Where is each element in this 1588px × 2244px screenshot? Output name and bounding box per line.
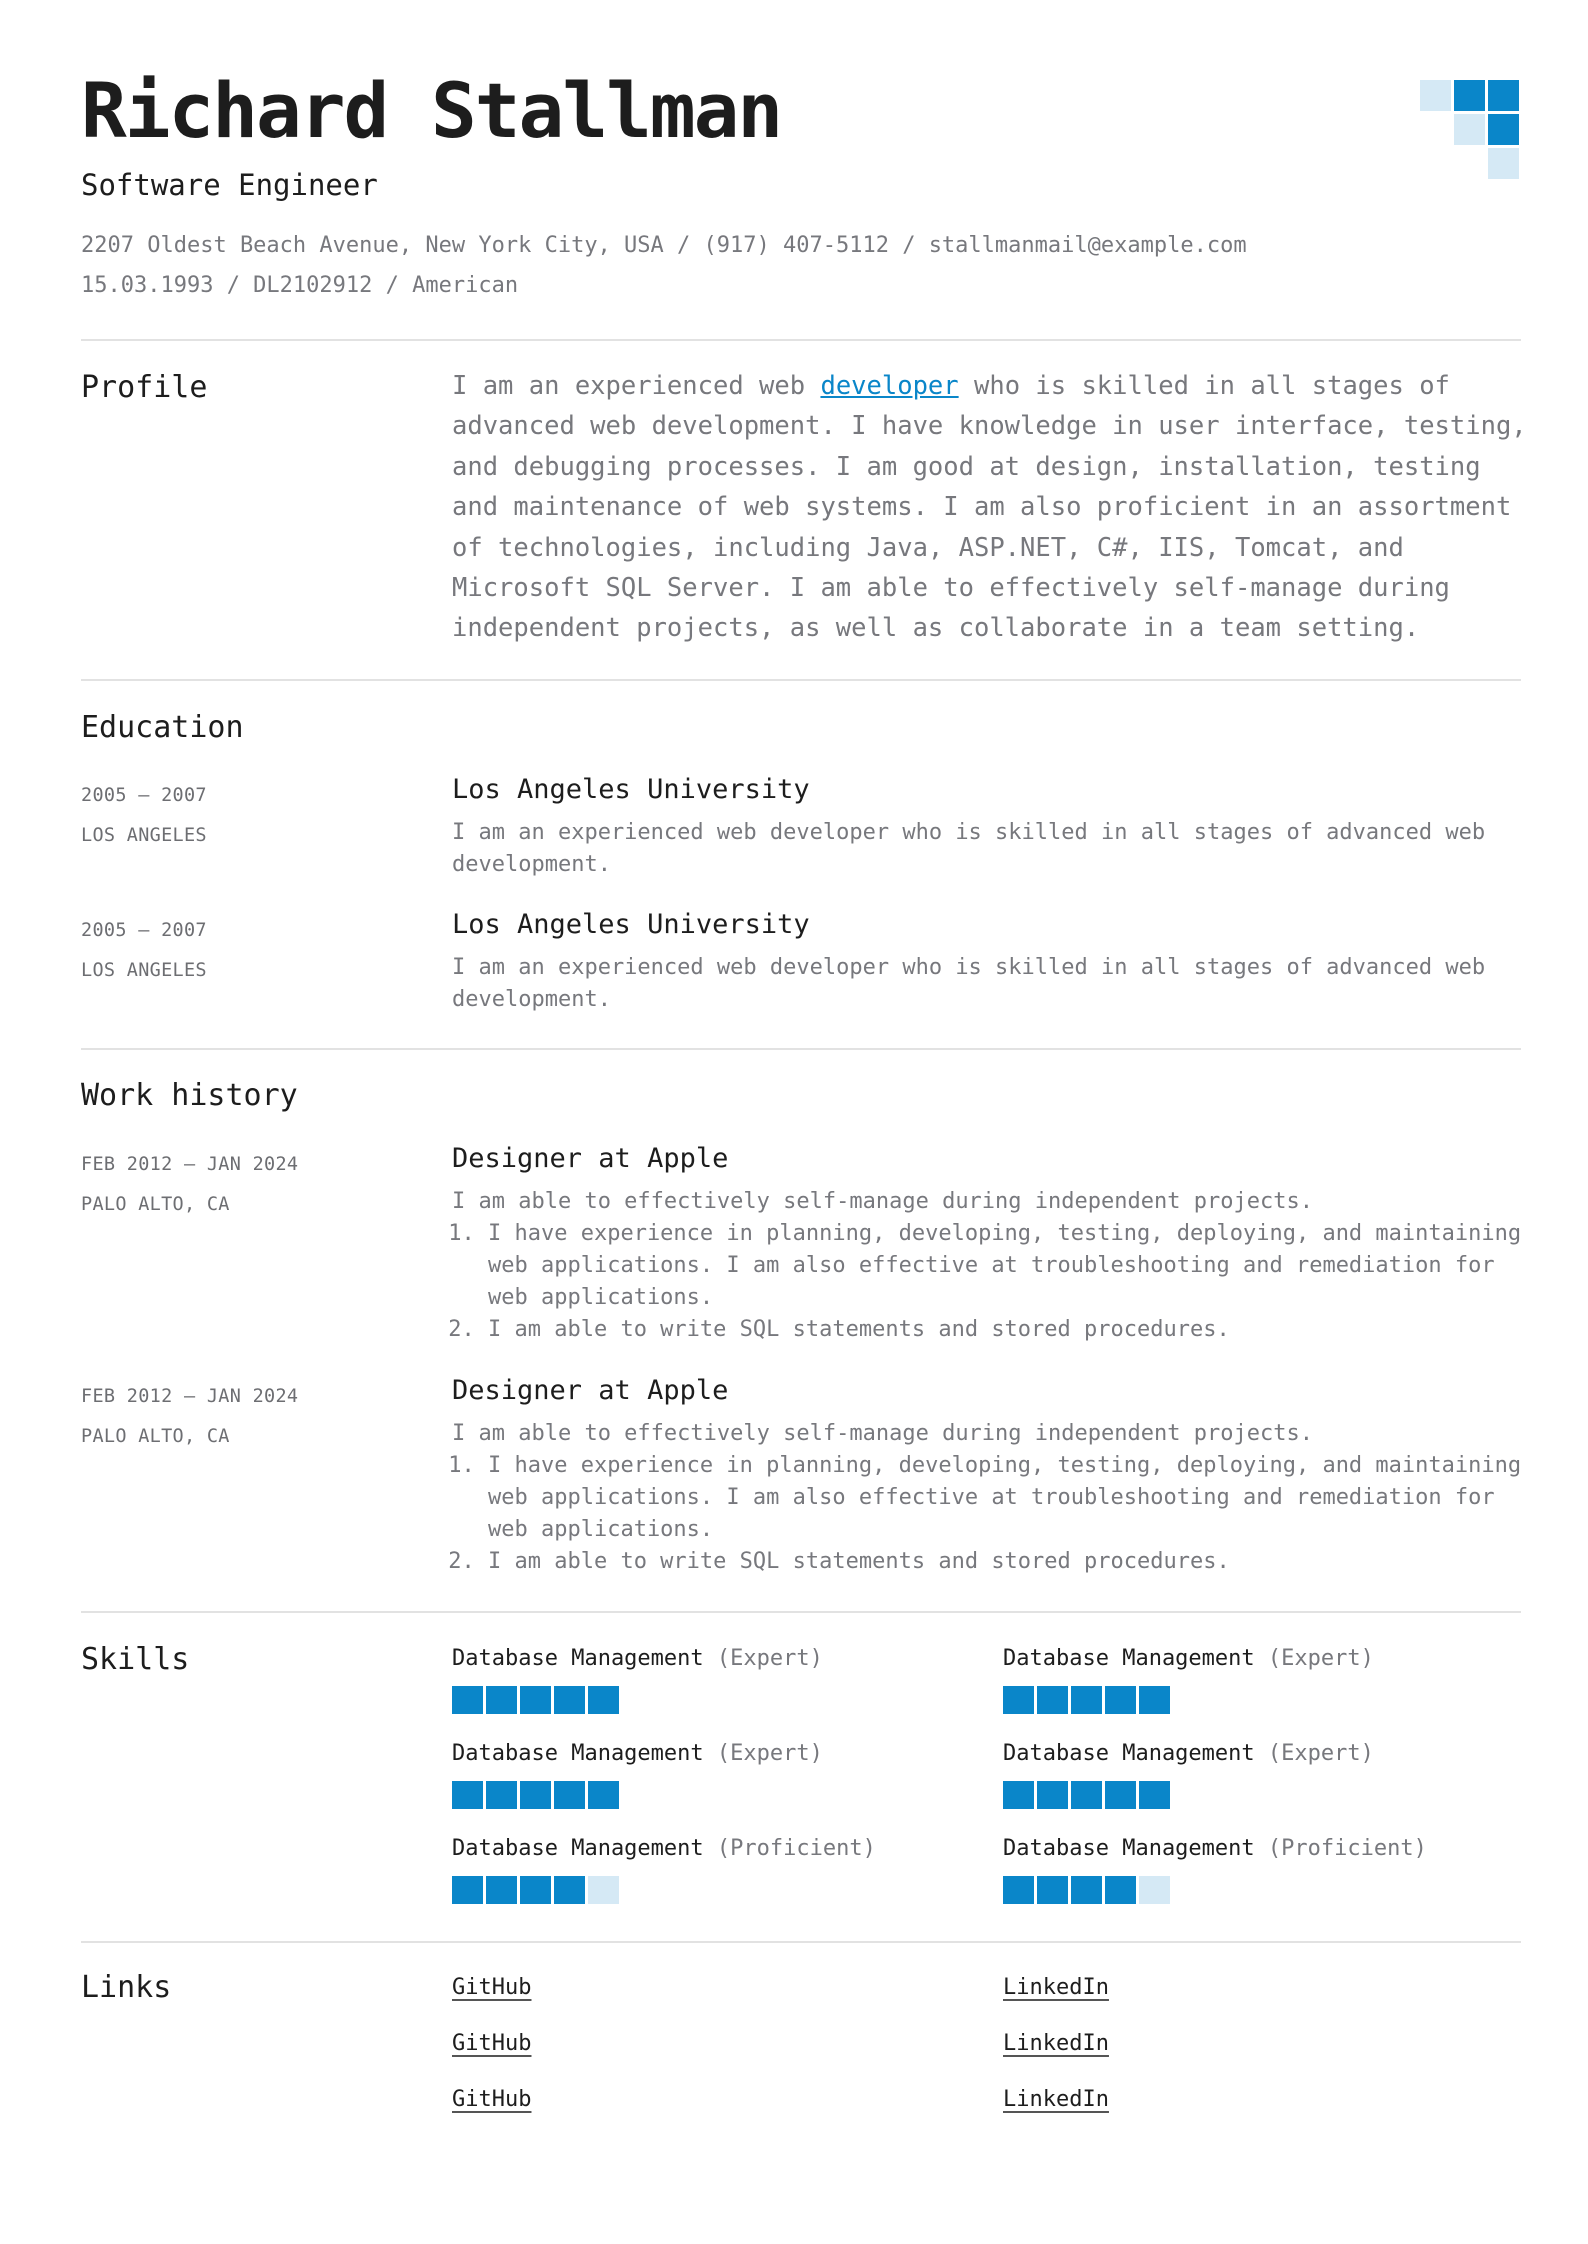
logo-square: [1420, 80, 1451, 111]
work-description: I am able to effectively self-manage during independent projects. 1. I have experience in planning, developing, testing, deploying, and maintaining web applications. I am also effective at troubleshooting and remediation for web applications. 2. I am able to write SQL statements and stored procedures.: [452, 1186, 1522, 1346]
rating-block: [486, 1876, 517, 1904]
linkedin-link[interactable]: LinkedIn: [1003, 2087, 1109, 2112]
rating-block: [588, 1781, 619, 1809]
work-bullet: 2. I am able to write SQL statements and stored procedures.: [488, 1546, 1522, 1578]
github-link[interactable]: GitHub: [452, 2087, 532, 2112]
rating-block: [1003, 1876, 1034, 1904]
divider: [81, 1611, 1521, 1613]
rating-block: [1071, 1781, 1102, 1809]
rating-block: [452, 1781, 483, 1809]
skill-name: Database Management: [452, 1836, 704, 1861]
work-location: PALO ALTO, CA: [81, 1426, 230, 1447]
skill-rating-bar: [452, 1781, 619, 1809]
divider: [81, 1941, 1521, 1943]
education-dates: 2005 – 2007: [81, 920, 207, 941]
github-link[interactable]: GitHub: [452, 1975, 532, 2000]
rating-block: [554, 1686, 585, 1714]
rating-block: [554, 1876, 585, 1904]
rating-block: [1003, 1686, 1034, 1714]
candidate-name: Richard Stallman: [81, 66, 782, 155]
rating-block: [520, 1876, 551, 1904]
skill-rating-bar: [452, 1876, 619, 1904]
skill-rating-bar: [1003, 1876, 1170, 1904]
section-heading-education: Education: [81, 710, 244, 745]
work-dates: FEB 2012 – JAN 2024: [81, 1386, 299, 1407]
rating-block: [554, 1781, 585, 1809]
skill-level: (Proficient): [1267, 1836, 1427, 1861]
skill-level: (Expert): [716, 1646, 823, 1671]
education-dates: 2005 – 2007: [81, 785, 207, 806]
education-description: I am an experienced web developer who is skilled in all stages of advanced web development.: [452, 820, 1486, 877]
rating-block: [588, 1876, 619, 1904]
skill-label: [1003, 1646, 1374, 1671]
rating-block: [1003, 1781, 1034, 1809]
linkedin-link[interactable]: LinkedIn: [1003, 2031, 1109, 2056]
github-link[interactable]: GitHub: [452, 2031, 532, 2056]
skill-name: Database Management: [452, 1741, 704, 1766]
rating-block: [1071, 1686, 1102, 1714]
skill-rating-bar: [1003, 1781, 1170, 1809]
work-bullet: 1. I have experience in planning, developing, testing, deploying, and maintaining web applications. I am also effective at troubleshooting and remediation for web applications.: [488, 1218, 1522, 1314]
work-location: PALO ALTO, CA: [81, 1194, 230, 1215]
school-name: Los Angeles University: [452, 909, 810, 940]
rating-block: [520, 1781, 551, 1809]
skill-level: (Proficient): [716, 1836, 876, 1861]
skill-name: Database Management: [1003, 1836, 1255, 1861]
work-description: I am able to effectively self-manage during independent projects. 1. I have experience in planning, developing, testing, deploying, and maintaining web applications. I am also effective at troubleshooting and remediation for web applications. 2. I am able to write SQL statements and stored procedures.: [452, 1418, 1522, 1578]
skill-label: [452, 1646, 823, 1671]
linkedin-link[interactable]: LinkedIn: [1003, 1975, 1109, 2000]
skill-label: [1003, 1836, 1427, 1861]
logo-square: [1488, 148, 1519, 179]
work-bullet: 2. I am able to write SQL statements and stored procedures.: [488, 1314, 1522, 1346]
skill-name: Database Management: [1003, 1646, 1255, 1671]
rating-block: [520, 1686, 551, 1714]
logo-square: [1454, 114, 1485, 145]
contact-info: 2207 Oldest Beach Avenue, New York City, USA / (917) 407-5112 / stallmanmail@example.com: [81, 233, 1247, 258]
rating-block: [1139, 1876, 1170, 1904]
education-description: I am an experienced web developer who is skilled in all stages of advanced web development.: [452, 955, 1486, 1012]
skill-name: Database Management: [452, 1646, 704, 1671]
section-heading-work: Work history: [81, 1078, 298, 1113]
rating-block: [1105, 1686, 1136, 1714]
skill-level: (Expert): [716, 1741, 823, 1766]
skill-label: [452, 1836, 876, 1861]
profile-summary: I am an experienced web developer who is skilled in all stages of advanced web development. I have knowledge in user interface, testing, and debugging processes. I am good at design, installation, testing and maintenance of web systems. I am also proficient in an assortment of technologies, including Java, ASP.NET, C#, IIS, Tomcat, and Microsoft SQL Server. I am able to effectively self-manage during independent projects, as well as collaborate in a team setting.: [452, 371, 1527, 644]
rating-block: [1037, 1876, 1068, 1904]
rating-block: [1037, 1781, 1068, 1809]
work-role: Designer at Apple: [452, 1143, 729, 1174]
education-location: LOS ANGELES: [81, 960, 207, 981]
rating-block: [1105, 1781, 1136, 1809]
logo-square: [1488, 114, 1519, 145]
logo-squares-icon: [1420, 80, 1520, 180]
rating-block: [452, 1876, 483, 1904]
skill-label: [452, 1741, 823, 1766]
divider: [81, 679, 1521, 681]
rating-block: [486, 1686, 517, 1714]
section-heading-links: Links: [81, 1970, 172, 2005]
logo-square: [1488, 80, 1519, 111]
section-heading-profile: Profile: [81, 370, 208, 405]
school-name: Los Angeles University: [452, 774, 810, 805]
work-role: Designer at Apple: [452, 1375, 729, 1406]
rating-block: [452, 1686, 483, 1714]
divider: [81, 1048, 1521, 1050]
skill-name: Database Management: [1003, 1741, 1255, 1766]
skill-rating-bar: [452, 1686, 619, 1714]
personal-info: 15.03.1993 / DL2102912 / American: [81, 273, 519, 298]
rating-block: [1071, 1876, 1102, 1904]
job-title: Software Engineer: [81, 168, 378, 202]
rating-block: [588, 1686, 619, 1714]
rating-block: [1037, 1686, 1068, 1714]
divider: [81, 339, 1521, 341]
rating-block: [1139, 1686, 1170, 1714]
skill-level: (Expert): [1267, 1646, 1374, 1671]
education-location: LOS ANGELES: [81, 825, 207, 846]
section-heading-skills: Skills: [81, 1642, 190, 1677]
rating-block: [486, 1781, 517, 1809]
work-dates: FEB 2012 – JAN 2024: [81, 1154, 299, 1175]
work-bullet: 1. I have experience in planning, developing, testing, deploying, and maintaining web applications. I am also effective at troubleshooting and remediation for web applications.: [488, 1450, 1522, 1546]
skill-rating-bar: [1003, 1686, 1170, 1714]
skill-level: (Expert): [1267, 1741, 1374, 1766]
skill-label: [1003, 1741, 1374, 1766]
rating-block: [1139, 1781, 1170, 1809]
logo-square: [1454, 80, 1485, 111]
rating-block: [1105, 1876, 1136, 1904]
developer-link[interactable]: developer: [820, 371, 959, 401]
